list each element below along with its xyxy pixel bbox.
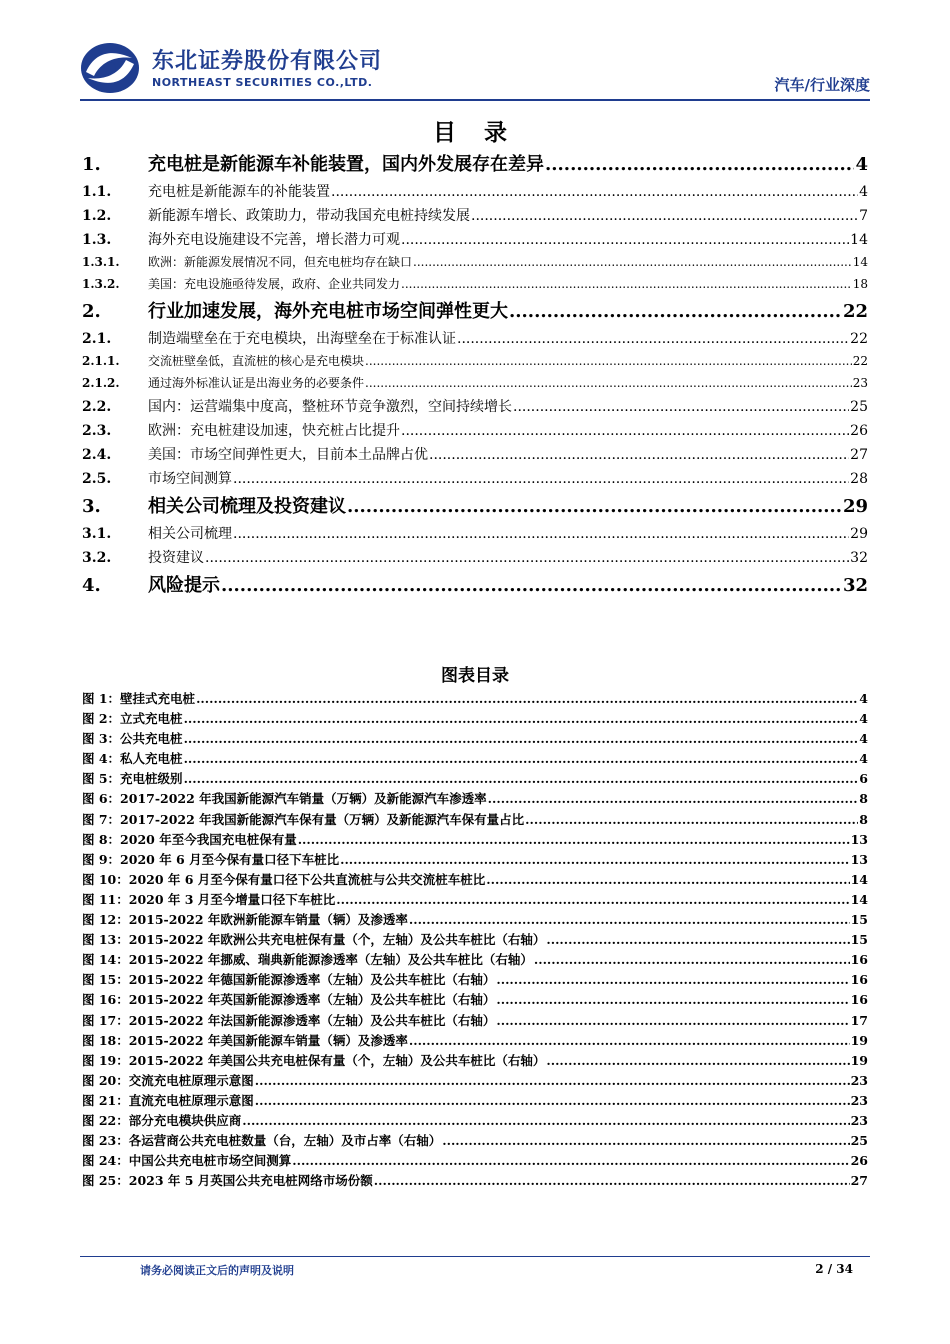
- toc-entry[interactable]: [82, 229, 868, 253]
- figure-entry-page: 25: [850, 1133, 868, 1149]
- dot-leader: [545, 154, 854, 175]
- figure-entry[interactable]: [82, 709, 868, 729]
- figure-entry[interactable]: [82, 1071, 868, 1091]
- toc-entry-page: 26: [850, 423, 868, 439]
- toc-entry-page: 23: [852, 376, 868, 390]
- toc-entry-page: 4: [855, 154, 868, 175]
- toc-entry-number: 3.2.: [82, 550, 112, 566]
- figure-entry-title: 图 6：2017-2022 年我国新能源汽车销量（万辆）及新能源汽车渗透率: [82, 791, 487, 807]
- dot-leader: [401, 232, 849, 248]
- toc-entry-number: 2.: [82, 301, 101, 322]
- figure-entry-title: 图 19：2015-2022 年美国公共充电桩保有量（个，左轴）及公共车桩比（右轴）: [82, 1052, 546, 1068]
- toc-entry-title: 欧洲：新能源发展情况不同，但充电桩均存在缺口: [148, 255, 413, 269]
- dot-leader: [340, 852, 850, 867]
- toc-entry-number: 1.3.1.: [82, 255, 120, 269]
- figure-entry-page: 14: [850, 871, 868, 887]
- figure-entry-title: 图 21：直流充电桩原理示意图: [82, 1092, 254, 1108]
- figure-entry[interactable]: [82, 870, 868, 890]
- toc-title: 目 录: [432, 119, 517, 146]
- dot-leader: [196, 691, 858, 706]
- figure-entry-title: 图 7：2017-2022 年我国新能源汽车保有量（万辆）及新能源汽车保有量占比: [82, 811, 525, 827]
- toc-entry-number: 1.: [82, 154, 101, 175]
- dot-leader: [374, 1173, 850, 1188]
- figure-entry-page: 15: [850, 932, 868, 948]
- toc-entry-title: 市场空间测算: [148, 471, 232, 487]
- company-name-en: NORTHEAST SECURITIES CO.,LTD.: [152, 76, 373, 89]
- figure-entry[interactable]: [82, 830, 868, 850]
- toc-entry[interactable]: [82, 374, 868, 396]
- toc-entry-page: 22: [850, 331, 868, 347]
- dot-leader: [298, 832, 850, 847]
- dot-leader: [496, 1013, 849, 1028]
- dot-leader: [546, 932, 849, 947]
- figure-entry-title: 图 10：2020 年 6 月至今保有量口径下公共直流桩与公共交流桩车桩比: [82, 871, 486, 887]
- figure-entry[interactable]: [82, 1091, 868, 1111]
- toc-entry-title: 欧洲：充电桩建设加速，快充桩占比提升: [148, 423, 400, 439]
- toc-entry-title: 通过海外标准认证是出海业务的必要条件: [148, 376, 365, 390]
- figure-entry-title: 图 18：2015-2022 年美国新能源车销量（辆）及渗透率: [82, 1032, 408, 1048]
- report-category: 汽车/行业深度: [774, 76, 870, 94]
- toc-entry[interactable]: [82, 420, 868, 444]
- figure-entry[interactable]: [82, 930, 868, 950]
- figure-entry-page: 4: [859, 731, 868, 747]
- dot-leader: [429, 447, 849, 463]
- figure-entry-page: 13: [850, 851, 868, 867]
- company-logo-icon: [80, 42, 140, 94]
- figure-entry-title: 图 8：2020 年至今我国充电桩保有量: [82, 831, 297, 847]
- figure-entry-title: 图 1：壁挂式充电桩: [82, 691, 196, 706]
- dot-leader: [184, 731, 859, 746]
- toc-entry[interactable]: [82, 328, 868, 352]
- figure-entry-title: 图 13：2015-2022 年欧洲公共充电桩保有量（个，左轴）及公共车桩比（右轴）: [82, 932, 546, 948]
- toc-entry-title: 相关公司梳理: [148, 526, 232, 542]
- figure-entry-page: 19: [850, 1032, 868, 1048]
- toc-entry-page: 27: [850, 447, 868, 463]
- figure-entry[interactable]: [82, 950, 868, 970]
- dot-leader: [413, 255, 852, 269]
- dot-leader: [409, 912, 850, 927]
- dot-leader: [401, 277, 852, 291]
- figure-entry-title: 图 25：2023 年 5 月英国公共充电桩网络市场份额: [82, 1173, 373, 1189]
- figure-entry[interactable]: [82, 769, 868, 789]
- figure-entry-title: 图 2：立式充电桩: [82, 711, 183, 727]
- dot-leader: [221, 575, 842, 596]
- toc-entry[interactable]: [82, 444, 868, 468]
- figure-entry-title: 图 22：部分充电模块供应商: [82, 1112, 242, 1128]
- toc-entry[interactable]: [82, 571, 868, 602]
- toc-entry-number: 2.4.: [82, 447, 112, 463]
- toc-entry-number: 1.2.: [82, 208, 112, 224]
- toc-entry-number: 3.: [82, 496, 101, 517]
- toc-entry-page: 32: [850, 550, 868, 566]
- dot-leader: [457, 331, 849, 347]
- dot-leader: [205, 550, 849, 566]
- toc-entry-number: 2.3.: [82, 423, 112, 439]
- toc-entry-number: 1.3.: [82, 232, 112, 248]
- dot-leader: [471, 208, 858, 224]
- toc-entry[interactable]: [82, 150, 868, 181]
- figure-entry-page: 14: [850, 891, 868, 907]
- figure-entry[interactable]: [82, 1111, 868, 1131]
- toc-entry-number: 1.3.2.: [82, 277, 120, 291]
- toc-entry[interactable]: [82, 492, 868, 523]
- figure-entry[interactable]: [82, 1011, 868, 1031]
- figure-entry[interactable]: [82, 1051, 868, 1071]
- figures-title: 图表目录: [441, 666, 509, 686]
- toc-entry-number: 3.1.: [82, 526, 112, 542]
- dot-leader: [184, 711, 859, 726]
- dot-leader: [509, 301, 842, 322]
- figure-entry-title: 图 24：中国公共充电桩市场空间测算: [82, 1153, 292, 1169]
- toc-entry-number: 2.1.1.: [82, 354, 120, 368]
- figure-entry[interactable]: [82, 910, 868, 930]
- dot-leader: [534, 952, 850, 967]
- dot-leader: [409, 1033, 850, 1048]
- toc-entry-page: 28: [850, 471, 868, 487]
- figure-entry-title: 图 12：2015-2022 年欧洲新能源车销量（辆）及渗透率: [82, 912, 408, 928]
- header-divider: [80, 99, 870, 101]
- toc-entry-title: 制造端壁垒在于充电模块，出海壁垒在于标准认证: [148, 331, 456, 347]
- toc-entry-title: 新能源车增长、政策助力，带动我国充电桩持续发展: [148, 208, 470, 224]
- toc-entry-title: 美国：市场空间弹性更大，目前本土品牌占优: [148, 447, 428, 463]
- toc-entry-title: 美国：充电设施亟待发展，政府、企业共同发力: [148, 277, 401, 291]
- dot-leader: [184, 751, 859, 766]
- toc-entry-page: 29: [850, 526, 868, 542]
- toc-entry-number: 1.1.: [82, 184, 112, 200]
- footer-divider: [80, 1256, 870, 1257]
- toc-entry-title: 相关公司梳理及投资建议: [148, 496, 346, 517]
- figure-entry[interactable]: [82, 749, 868, 769]
- toc-entry-number: 2.1.: [82, 331, 112, 347]
- toc-entry[interactable]: [82, 468, 868, 492]
- toc-entry-page: 22: [852, 354, 868, 368]
- figure-entry-page: 17: [850, 1012, 868, 1028]
- dot-leader: [486, 872, 849, 887]
- toc-entry[interactable]: [82, 297, 868, 328]
- toc-entry[interactable]: [82, 523, 868, 547]
- toc-entry[interactable]: [82, 352, 868, 374]
- toc-entry-title: 投资建议: [148, 550, 204, 566]
- toc-entry-page: 25: [850, 399, 868, 415]
- figure-entry[interactable]: [82, 1031, 868, 1051]
- figure-entry-page: 8: [859, 811, 868, 827]
- figure-entry[interactable]: [82, 689, 868, 709]
- dot-leader: [233, 471, 849, 487]
- dot-leader: [513, 399, 849, 415]
- figure-entry-page: 27: [850, 1173, 868, 1189]
- dot-leader: [496, 972, 849, 987]
- toc-entry-title: 充电桩是新能源车补能装置，国内外发展存在差异: [148, 154, 544, 175]
- dot-leader: [401, 423, 849, 439]
- figure-entry-title: 图 9：2020 年 6 月至今保有量口径下车桩比: [82, 851, 340, 867]
- toc-entry[interactable]: [82, 547, 868, 571]
- figure-entry-page: 23: [850, 1072, 868, 1088]
- page-number: 2 / 34: [815, 1262, 853, 1276]
- figure-entry[interactable]: [82, 850, 868, 870]
- figure-entry-page: 16: [850, 972, 868, 988]
- figure-entry-title: 图 14：2015-2022 年挪威、瑞典新能源渗透率（左轴）及公共车桩比（右轴）: [82, 952, 533, 968]
- figure-entry[interactable]: [82, 1171, 868, 1191]
- toc-entry-number: 4.: [82, 575, 101, 596]
- figure-entry[interactable]: [82, 990, 868, 1010]
- toc-entry-page: 7: [859, 208, 868, 224]
- dot-leader: [488, 791, 859, 806]
- dot-leader: [336, 892, 849, 907]
- dot-leader: [255, 1093, 850, 1108]
- figure-entry-page: 23: [850, 1092, 868, 1108]
- toc-entry-page: 18: [852, 277, 868, 291]
- dot-leader: [255, 1073, 850, 1088]
- dot-leader: [292, 1153, 849, 1168]
- dot-leader: [184, 771, 859, 786]
- toc-entry-title: 国内：运营端集中度高，整桩环节竞争激烈，空间持续增长: [148, 399, 512, 415]
- toc-entry-page: 22: [842, 301, 868, 322]
- toc-entry-number: 2.5.: [82, 471, 112, 487]
- figure-entry-title: 图 4：私人充电桩: [82, 751, 183, 767]
- company-name-cn: 东北证券股份有限公司: [152, 49, 383, 74]
- figure-entry-title: 图 20：交流充电桩原理示意图: [82, 1072, 254, 1088]
- dot-leader: [365, 354, 852, 368]
- toc-entry-page: 14: [850, 232, 868, 248]
- figure-entry[interactable]: [82, 729, 868, 749]
- figure-entry[interactable]: [82, 1151, 868, 1171]
- toc-entry[interactable]: [82, 396, 868, 420]
- figure-entry-page: 4: [859, 691, 868, 706]
- toc-entry-page: 14: [852, 255, 868, 269]
- figure-entry-page: 16: [850, 992, 868, 1008]
- toc-entry[interactable]: [82, 275, 868, 297]
- figure-entry-page: 15: [850, 912, 868, 928]
- toc-entry-title: 交流桩壁垒低，直流桩的核心是充电模块: [148, 354, 365, 368]
- toc-entry-number: 2.1.2.: [82, 376, 120, 390]
- figure-entry[interactable]: [82, 789, 868, 809]
- dot-leader: [546, 1053, 849, 1068]
- toc-entry-title: 充电桩是新能源车的补能装置: [148, 184, 330, 200]
- footer-disclaimer: 请务必阅读正文后的声明及说明: [140, 1264, 294, 1277]
- figure-entry-page: 4: [859, 711, 868, 727]
- figure-entry[interactable]: [82, 970, 868, 990]
- figure-entry-title: 图 15：2015-2022 年德国新能源渗透率（左轴）及公共车桩比（右轴）: [82, 972, 496, 988]
- figure-entry[interactable]: [82, 1131, 868, 1151]
- dot-leader: [347, 496, 842, 517]
- figure-entry-page: 13: [850, 831, 868, 847]
- figure-entry-title: 图 17：2015-2022 年法国新能源渗透率（左轴）及公共车桩比（右轴）: [82, 1012, 496, 1028]
- dot-leader: [525, 812, 858, 827]
- figure-entry-page: 26: [850, 1153, 868, 1169]
- dot-leader: [242, 1113, 849, 1128]
- table-of-contents: [82, 150, 868, 602]
- page-header: [80, 40, 870, 98]
- figure-entry-page: 4: [859, 751, 868, 767]
- dot-leader: [233, 526, 849, 542]
- figure-entry-page: 19: [850, 1052, 868, 1068]
- figure-entry-page: 23: [850, 1112, 868, 1128]
- figure-entry-page: 16: [850, 952, 868, 968]
- figure-entry[interactable]: [82, 810, 868, 830]
- figure-entry-title: 图 3：公共充电桩: [82, 731, 183, 747]
- figure-entry-title: 图 11：2020 年 3 月至今增量口径下车桩比: [82, 891, 336, 907]
- figure-entry-title: 图 16：2015-2022 年英国新能源渗透率（左轴）及公共车桩比（右轴）: [82, 992, 496, 1008]
- figure-entry-title: 图 23：各运营商公共充电桩数量（台，左轴）及市占率（右轴）: [82, 1133, 442, 1149]
- toc-entry[interactable]: [82, 205, 868, 229]
- toc-entry-number: 2.2.: [82, 399, 112, 415]
- toc-entry-title: 风险提示: [148, 575, 220, 596]
- toc-entry-title: 海外充电设施建设不完善，增长潜力可观: [148, 232, 400, 248]
- list-of-figures: [82, 689, 868, 1191]
- toc-entry[interactable]: [82, 181, 868, 205]
- toc-entry-title: 行业加速发展，海外充电桩市场空间弹性更大: [148, 301, 508, 322]
- toc-entry-page: 32: [842, 575, 868, 596]
- dot-leader: [442, 1133, 849, 1148]
- dot-leader: [365, 376, 852, 390]
- dot-leader: [331, 184, 858, 200]
- toc-entry-page: 4: [859, 184, 868, 200]
- figure-entry[interactable]: [82, 890, 868, 910]
- figure-entry-title: 图 5：充电桩级别: [82, 771, 183, 787]
- toc-entry[interactable]: [82, 253, 868, 275]
- figure-entry-page: 6: [859, 771, 868, 787]
- toc-entry-page: 29: [842, 496, 868, 517]
- dot-leader: [496, 992, 849, 1007]
- figure-entry-page: 8: [859, 791, 868, 807]
